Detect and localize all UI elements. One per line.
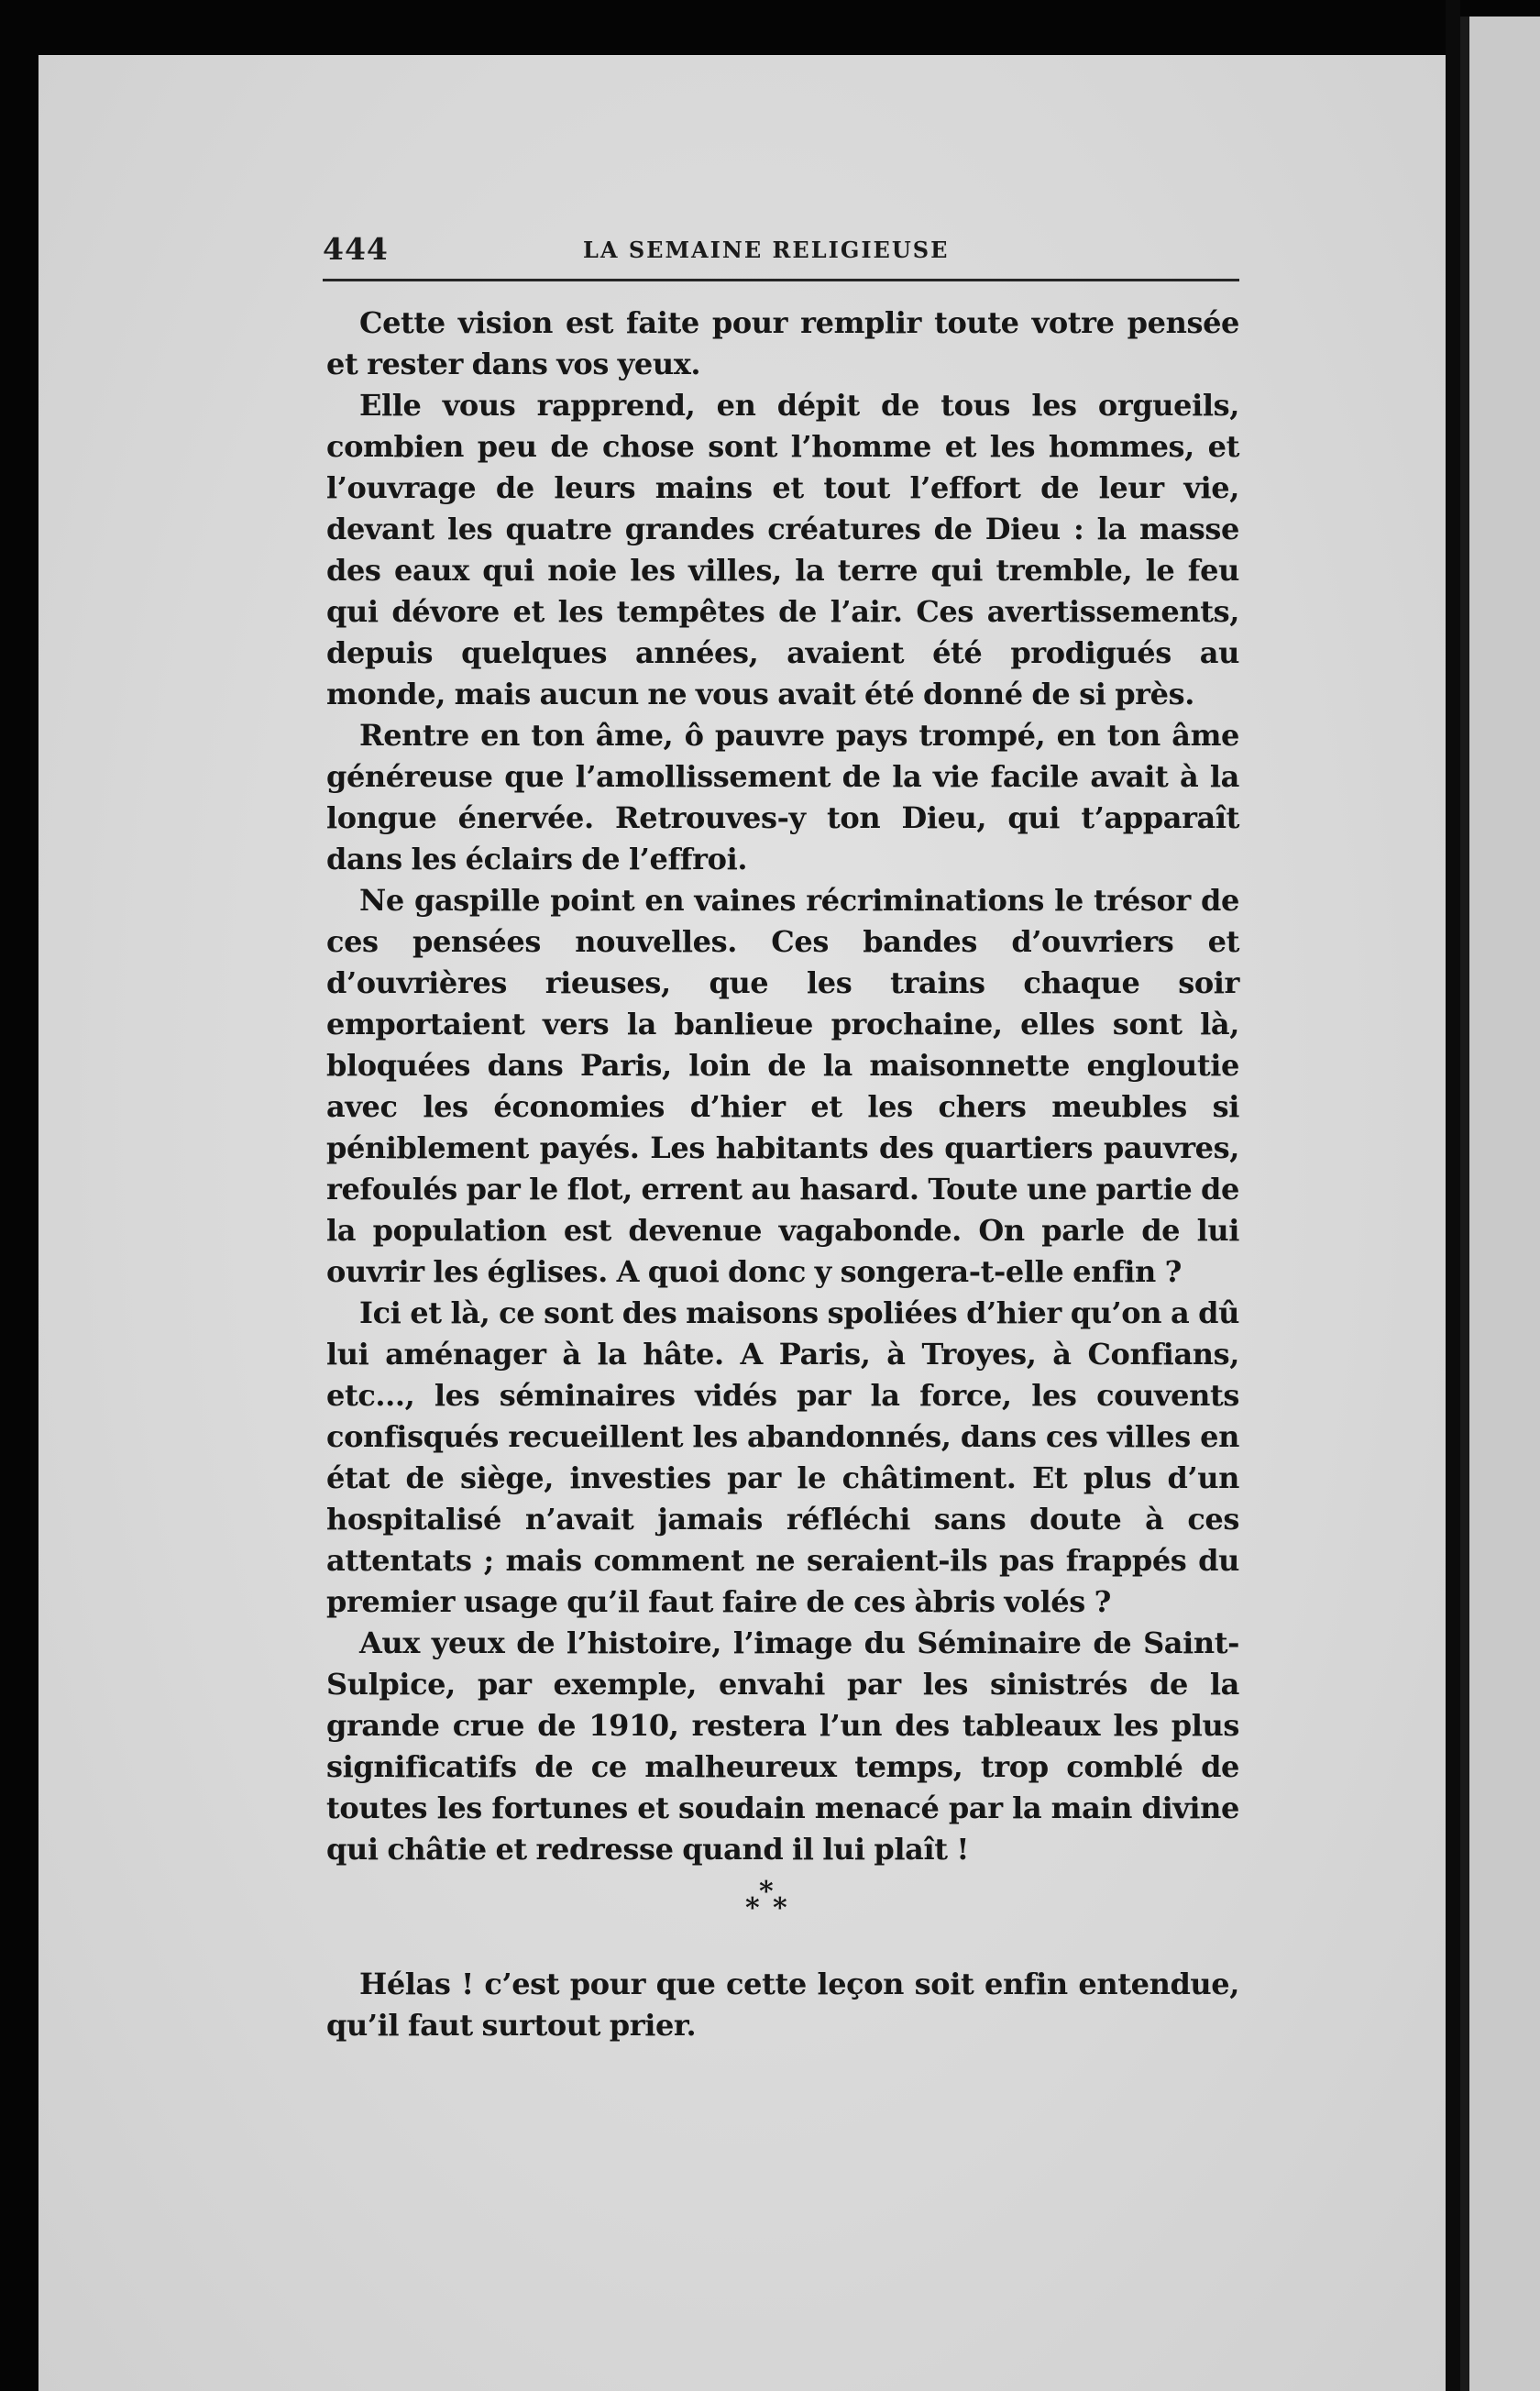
paragraph-4: Ne gaspille point en vaines récriminations le trésor de ces pensées nouvelles. Ces bandes d’ouvriers et d’ouvrières rieuses, que les trains chaque soir emportaient vers la banlieue prochaine, elles sont là, bloquées dans Paris, loin de la maisonnette engloutie avec les économies d’hier et les chers meubles si péniblement payés. Les habitants des quartiers pauvres, refoulés par le flot, errent au hasard. Toute une partie de la population est devenue vagabonde. On parle de lui ouvrir les églises. A quoi donc y songera-t-elle enfin ?	[326, 883, 1239, 1289]
paragraph-2: Elle vous rapprend, en dépit de tous les orgueils, combien peu de chose sont l’homme et les hommes, et l’ouvrage de leurs mains et tout l’effort de leur vie, devant les quatre grandes créatures de Dieu : la masse des eaux qui noie les villes, la terre qui tremble, le feu qui dévore et les tempêtes de l’air. Ces avertissements, depuis quelques années, avaient été prodigués au monde, mais aucun ne vous avait été donné de si près.	[326, 388, 1239, 711]
page-number: 444	[323, 231, 389, 267]
asterism-separator	[326, 1876, 1239, 1964]
paragraph-5: Ici et là, ce sont des maisons spoliées d’hier qu’on a dû lui aménager à la hâte. A Paris, à Troyes, à Confians, etc..., les séminaires vidés par la force, les couvents confisqués recueillent les abandonnés, dans ces villes en état de siège, investies par le châtiment. Et plus d’un hospitalisé n’avait jamais réfléchi sans doute à ces attentats ; mais comment ne seraient-ils pas frappés du premier usage qu’il faut faire de ces àbris volés ?	[326, 1295, 1239, 1619]
page-gutter	[1446, 0, 1460, 2391]
adjacent-page-shadow	[1460, 17, 1469, 2391]
closing-paragraph: Hélas ! c’est pour que cette leçon soit enfin entendue, qu’il faut surtout prier.	[326, 1967, 1239, 2043]
asterism-star-right: *	[773, 1892, 787, 1924]
asterism-star-top: *	[759, 1876, 774, 1908]
adjacent-page-edge	[1460, 17, 1540, 2391]
journal-title: LA SEMAINE RELIGIEUSE	[583, 237, 950, 263]
header-rule	[323, 279, 1239, 281]
paragraph-3: Rentre en ton âme, ô pauvre pays trompé, en ton âme généreuse que l’amollissement de la vie facile avait à la longue énervée. Retrouves-y ton Dieu, qui t’apparaît dans les éclairs de l’effroi.	[326, 718, 1239, 876]
asterism-star-left: *	[745, 1892, 760, 1924]
paragraph-6: Aux yeux de l’histoire, l’image du Séminaire de Saint-Sulpice, par exemple, envahi par les sinistrés de la grande crue de 1910, restera l’un des tableaux les plus significatifs de ce malheureux temps, trop comblé de toutes les fortunes et soudain menacé par la main divine qui châtie et redresse quand il lui plaît !	[326, 1625, 1239, 1867]
body-text	[326, 303, 1239, 2046]
paragraph-1: Cette vision est faite pour remplir toute votre pensée et rester dans vos yeux.	[326, 305, 1239, 381]
running-head	[323, 231, 1239, 275]
